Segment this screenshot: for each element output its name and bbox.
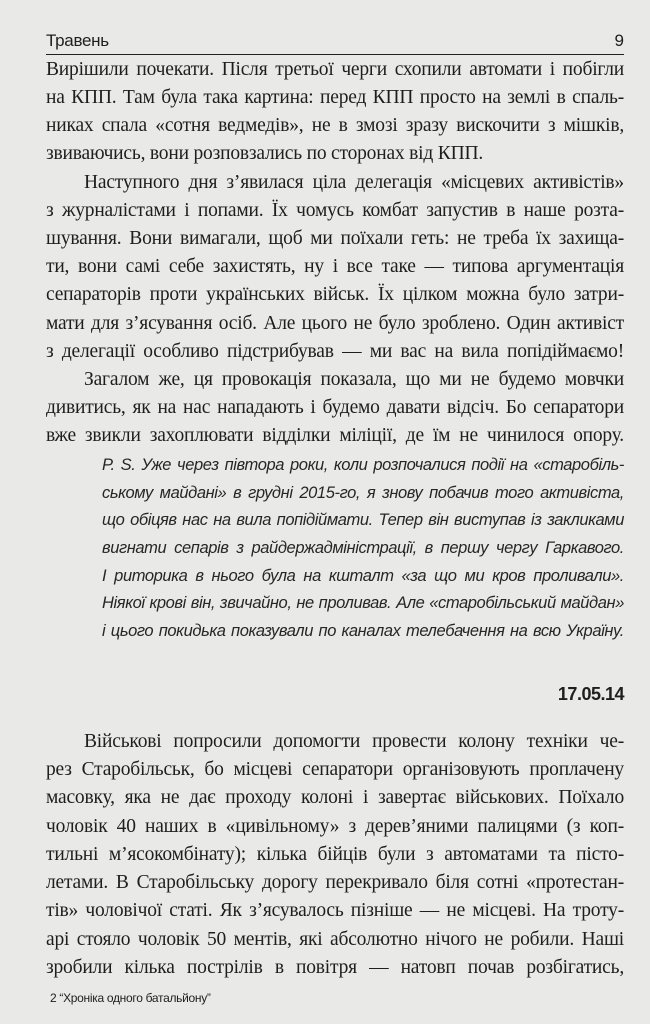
chapter-title: Травень [46,31,109,50]
text-line: на КПП. Там була така картина: перед КПП просто на землі в спаль- [46,87,624,108]
text-line: никах спала «сотня ведмедів», не в змозі зразу вискочити з мішків, [46,115,624,136]
text-line: зробили кілька пострілів в повітря — натовп почав розбігатись, [46,957,624,978]
text-line: Військові попросили допомогти провести колону техніки че- [84,731,624,752]
text-line: Загалом же, ця провокація показала, що ми не будемо мовчки [84,369,624,390]
text-line: вже звикли захоплювати відділки міліції, де їм не чинилося опору. [46,425,624,446]
ps-line: І риторика в нього була на кшталт «за що ми кров проливали». [102,567,624,585]
text-line: сепараторів проти українських військ. Їх цілком можна було затри- [46,284,624,305]
text-line: ти, вони самі себе захистять, ну і все таке — типова аргументація [46,256,624,277]
text-line: рез Старобільськ, бо місцеві сепаратори організовують проплачену [46,759,624,780]
entry-date: 17.05.14 [557,684,624,704]
running-header [46,28,624,55]
ps-line: P. S. Уже через півтора роки, коли розпочалися події на «старобіль- [102,456,624,474]
text-line: Вирішили почекати. Після третьої черги схопили автомати і побігли [46,59,624,80]
ps-line: що обіцяв нас на вила попідіймати. Тепер він виступав із закликами [102,511,624,529]
ps-line: вигнати сепарів з райдержадміністрації, в першу чергу Гаркавого. [102,539,624,557]
ps-line: ському майдані» в грудні 2015-го, я знову побачив того активіста, [102,484,624,502]
text-line: тів» чоловічої статі. Як з’ясувалось пізніше — не місцеві. На троту- [46,900,624,921]
text-line: з журналістами і попами. Їх чомусь комбат запустив в наше розта- [46,200,624,221]
text-line: з делегації особливо підстрибував — ми вас на вила попідіймаємо! [46,341,624,362]
text-line: арі стояло чоловік 50 ментів, які абсолютно нічого не робили. Наші [46,929,624,950]
footer-signature: 2 “Хроніка одного батальйону” [50,991,211,1005]
text-line: тильні м’ясокомбінату); кілька бійців були з автоматами та пісто- [46,844,624,865]
ps-line: і цього покидька показували по каналах телебачення на всю Україну. [102,622,624,640]
text-line: чоловік 40 наших в «цивільному» з дерев’яними палицями (з коп- [46,816,624,837]
text-line: Наступного дня з’явилася ціла делегація «місцевих активістів» [84,172,624,193]
page-number: 9 [614,31,624,50]
text-line: шування. Вони вимагали, щоб ми поїхали геть: не треба їх захища- [46,228,624,249]
text-line: дивитись, як на нас нападають і будемо давати відсіч. Бо сепаратори [46,397,624,418]
ps-line: Ніякої крові він, звичайно, не проливав. Але «старобільський майдан» [102,594,624,612]
text-line: мати для з’ясування осіб. Але цього не було зроблено. Один активіст [46,313,624,334]
text-line: звиваючись, вони розповзались по сторонах від КПП. [46,143,484,164]
text-line: летами. В Старобільську дорогу перекривало біля сотні «протестан- [46,872,624,893]
text-line: масовку, яка не дає проходу колоні і завертає військових. Поїхало [46,787,624,808]
